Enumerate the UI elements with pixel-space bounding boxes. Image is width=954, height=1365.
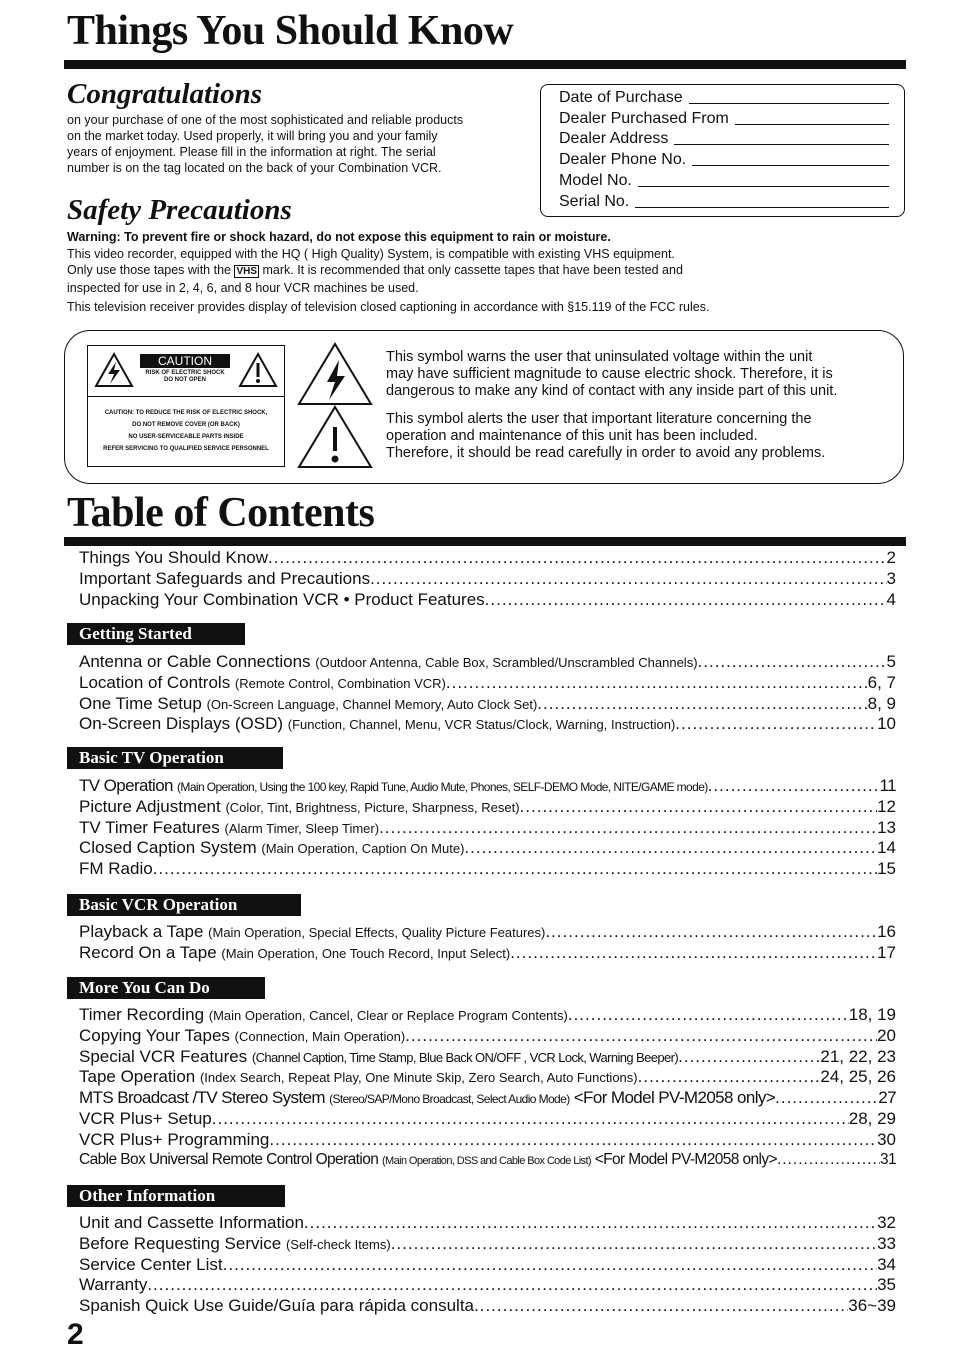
toc-entry[interactable]: Closed Caption System (Main Operation, Caption On Mute) ..... 14 — [79, 838, 896, 859]
registration-fields — [559, 86, 889, 211]
caution-body-line: CAUTION: TO REDUCE THE RISK OF ELECTRIC SHOCK, — [104, 410, 268, 416]
field-label: Dealer Purchased From — [559, 109, 729, 127]
toc-section-entries — [79, 1005, 896, 1171]
toc-entry[interactable]: VCR Plus+ Programming ..... 30 — [79, 1130, 896, 1151]
caution-sub1: RISK OF ELECTRIC SHOCK — [145, 370, 225, 376]
toc-entry[interactable]: Tape Operation (Index Search, Repeat Play, One Minute Skip, Zero Search, Auto Functions) ..... 24, 25, 26 — [79, 1067, 896, 1088]
toc-entry[interactable]: One Time Setup (On-Screen Language, Channel Memory, Auto Clock Set) ..... 8, 9 — [79, 694, 896, 715]
toc-rule — [64, 537, 906, 546]
toc-entry[interactable]: MTS Broadcast /TV Stereo System (Stereo/SAP/Mono Broadcast, Select Audio Mode) <For Model PV-M2058 only> ..... 27 — [79, 1088, 896, 1109]
symbol-line: Therefore, it should be read carefully in order to avoid any problems. — [386, 445, 826, 461]
congrats-paragraph — [67, 112, 537, 176]
registration-row — [559, 86, 889, 107]
safety-line: Only use those tapes with the VHS mark. It is recommended that only cassette tapes that have been tested and — [67, 263, 683, 277]
field-label: Dealer Phone No. — [559, 151, 687, 169]
registration-row — [559, 148, 889, 169]
page-number: 2 — [67, 1318, 84, 1351]
toc-entry[interactable]: Special VCR Features (Channel Caption, Time Stamp, Blue Back ON/OFF , VCR Lock, Warning Beeper) ..... 21, 22, 23 — [79, 1047, 896, 1068]
toc-entry[interactable]: Service Center List ..... 34 — [79, 1255, 896, 1276]
lightning-warning-icon — [94, 352, 134, 388]
safety-line: inspected for use in 2, 4, 6, and 8 hour VCR machines be used. — [67, 281, 419, 295]
title-rule — [64, 60, 906, 69]
fill-line[interactable] — [735, 124, 889, 125]
congrats-line: number is on the tag located on the back of your Combination VCR. — [67, 161, 442, 175]
toc-entry[interactable]: Cable Box Universal Remote Control Operation (Main Operation, DSS and Cable Box Code List) <For Model PV-M2058 only> ..... 31 — [79, 1151, 896, 1172]
registration-row — [559, 169, 889, 190]
toc-entry[interactable]: Picture Adjustment (Color, Tint, Brightness, Picture, Sharpness, Reset) ..... 12 — [79, 797, 896, 818]
section-basic-tv-operation: Basic TV Operation — [67, 747, 283, 769]
safety-heading: Safety Precautions — [67, 194, 292, 226]
symbol-line: operation and maintenance of this unit has been included. — [386, 428, 758, 444]
toc-section-entries — [79, 922, 896, 964]
toc-section-entries — [79, 776, 896, 880]
toc-entry[interactable]: Copying Your Tapes (Connection, Main Operation) ..... 20 — [79, 1026, 896, 1047]
toc-entry[interactable]: Location of Controls (Remote Control, Combination VCR) ..... 6, 7 — [79, 673, 896, 694]
safety-paragraph — [67, 246, 907, 296]
caution-body-line: NO USER-SERVICEABLE PARTS INSIDE — [128, 434, 244, 440]
toc-entry[interactable]: Spanish Quick Use Guide/Guía para rápida consulta ..... 36~39 — [79, 1296, 896, 1317]
toc-entry[interactable]: TV Operation (Main Operation, Using the 100 key, Rapid Tune, Audio Mute, Phones, SELF-DEMO Mode, NITE/GAME mode) ..... 11 — [79, 776, 896, 797]
congrats-line: years of enjoyment. Please fill in the information at right. The serial — [67, 145, 436, 159]
caution-body-line: DO NOT REMOVE COVER (OR BACK) — [132, 422, 240, 428]
field-label: Date of Purchase — [559, 88, 683, 106]
toc-entry[interactable]: Things You Should Know ..... 2 — [79, 548, 896, 569]
caution-body-line: REFER SERVICING TO QUALIFIED SERVICE PERSONNEL — [103, 446, 269, 452]
symbol-line: dangerous to make any kind of contact with any inside part of this unit. — [386, 383, 838, 399]
registration-row — [559, 107, 889, 128]
toc-entry[interactable]: Before Requesting Service (Self-check Items) ..... 33 — [79, 1234, 896, 1255]
toc-entry[interactable]: Important Safeguards and Precautions ..... 3 — [79, 569, 896, 590]
registration-row — [559, 128, 889, 149]
congrats-heading: Congratulations — [67, 78, 263, 110]
vhs-logo-icon: VHS — [236, 266, 258, 277]
toc-title: Table of Contents — [67, 490, 375, 536]
congrats-line: on the market today. Used properly, it will bring you and your family — [67, 129, 438, 143]
section-getting-started: Getting Started — [67, 623, 245, 645]
toc-entry[interactable]: FM Radio ..... 15 — [79, 859, 896, 880]
field-label: Dealer Address — [559, 130, 669, 148]
fill-line[interactable] — [638, 186, 889, 187]
toc-section-entries — [79, 652, 896, 735]
toc-entry[interactable]: Unpacking Your Combination VCR • Product Features ..... 4 — [79, 590, 896, 611]
toc-entry[interactable]: Timer Recording (Main Operation, Cancel, Clear or Replace Program Contents) ..... 18, 19 — [79, 1005, 896, 1026]
field-label: Model No. — [559, 171, 632, 189]
symbol-line: may have sufficient magnitude to cause electric shock. Therefore, it is — [386, 366, 833, 382]
toc-entry[interactable]: Playback a Tape (Main Operation, Special Effects, Quality Picture Features) ..... 16 — [79, 922, 896, 943]
toc-entry[interactable]: Unit and Cassette Information ..... 32 — [79, 1213, 896, 1234]
toc-entry[interactable]: VCR Plus+ Setup ..... 28, 29 — [79, 1109, 896, 1130]
toc-entry[interactable]: On-Screen Displays (OSD) (Function, Channel, Menu, VCR Status/Clock, Warning, Instruction) ..... 10 — [79, 714, 896, 735]
registration-row — [559, 190, 889, 211]
warning-text: Warning: To prevent fire or shock hazard, do not expose this equipment to rain or moisture. — [67, 230, 611, 244]
toc-entry[interactable]: Antenna or Cable Connections (Outdoor Antenna, Cable Box, Scrambled/Unscrambled Channels) ..... 5 — [79, 652, 896, 673]
safety-line: This video recorder, equipped with the HQ ( High Quality) System, is compatible with existing VHS equipment. — [67, 247, 675, 261]
toc-intro — [79, 548, 896, 610]
symbol-line: This symbol alerts the user that important literature concerning the — [386, 411, 812, 427]
exclamation-warning-icon — [238, 352, 278, 388]
exclamation-symbol-text — [386, 411, 825, 462]
caution-body — [88, 410, 284, 453]
section-other-information: Other Information — [67, 1185, 285, 1207]
caution-sub2: DO NOT OPEN — [163, 377, 206, 383]
caption-note: This television receiver provides display of television closed captioning in accordance with §15.119 of the FCC rules. — [67, 300, 710, 314]
caution-label — [87, 345, 285, 467]
section-basic-vcr-operation: Basic VCR Operation — [67, 894, 301, 916]
fill-line[interactable] — [674, 144, 889, 145]
lightning-symbol-icon — [297, 342, 373, 406]
caution-title: CAUTION — [140, 354, 230, 368]
fill-line[interactable] — [635, 207, 889, 208]
toc-entry[interactable]: Warranty ..... 35 — [79, 1275, 896, 1296]
section-more-you-can-do: More You Can Do — [67, 977, 265, 999]
fill-line[interactable] — [689, 103, 889, 104]
congrats-line: on your purchase of one of the most sophisticated and reliable products — [67, 113, 464, 127]
symbol-line: This symbol warns the user that uninsulated voltage within the unit — [386, 349, 813, 365]
fill-line[interactable] — [692, 165, 889, 166]
page-title: Things You Should Know — [67, 8, 514, 54]
exclamation-symbol-icon — [297, 405, 373, 469]
toc-entry[interactable]: Record On a Tape (Main Operation, One Touch Record, Input Select) ..... 17 — [79, 943, 896, 964]
field-label: Serial No. — [559, 192, 630, 210]
toc-entry[interactable]: TV Timer Features (Alarm Timer, Sleep Timer) ..... 13 — [79, 818, 896, 839]
toc-section-entries — [79, 1213, 896, 1317]
lightning-symbol-text — [386, 349, 837, 400]
